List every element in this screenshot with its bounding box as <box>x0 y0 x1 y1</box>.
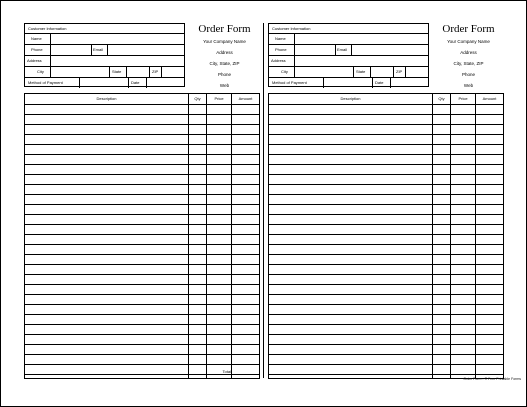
name-field[interactable] <box>51 34 185 44</box>
date-label: Date <box>131 80 140 85</box>
customer-name-row <box>25 34 184 45</box>
phone-email-row <box>25 45 184 56</box>
item-row-rule <box>269 174 503 175</box>
item-row-rule <box>25 144 259 145</box>
item-row-rule <box>269 184 503 185</box>
item-row-rule <box>269 144 503 145</box>
zip-label: ZIP <box>152 69 159 74</box>
form-title: Order Form <box>442 23 495 35</box>
city-state-zip-row <box>25 67 184 78</box>
item-row-rule <box>25 294 259 295</box>
item-row-rule <box>269 134 503 135</box>
email-label: Email <box>93 47 104 52</box>
company-city-state-zip: City, State, ZIP <box>209 61 240 66</box>
item-row-rule <box>25 344 259 345</box>
phone-email-row <box>269 45 428 56</box>
payment-method-field[interactable] <box>80 78 128 88</box>
item-row-rule <box>25 354 259 355</box>
company-block <box>189 23 260 91</box>
email-field[interactable] <box>108 45 185 55</box>
city-field[interactable] <box>295 67 353 77</box>
item-row-rule <box>25 304 259 305</box>
footer-note: Order Form - © Free Printable Forms <box>463 377 521 381</box>
item-row-rule <box>269 244 503 245</box>
field-divider <box>372 78 373 88</box>
item-row-rule <box>25 334 259 335</box>
item-row-rule <box>269 364 503 365</box>
item-row-rule <box>269 154 503 155</box>
item-row-rule <box>25 274 259 275</box>
payment-method-label: Method of Payment <box>28 80 63 85</box>
name-field[interactable] <box>295 34 429 44</box>
phone-label: Phone <box>31 47 43 52</box>
state-label: State <box>356 69 366 74</box>
zip-field[interactable] <box>162 67 185 77</box>
address-row <box>25 56 184 67</box>
items-table <box>24 93 260 379</box>
item-row-rule <box>25 134 259 135</box>
item-row-rule <box>25 124 259 125</box>
field-divider <box>393 67 394 77</box>
item-row-rule <box>269 314 503 315</box>
items-header-rule <box>269 104 503 105</box>
payment-date-row <box>25 78 184 88</box>
item-row-rule <box>269 324 503 325</box>
field-divider <box>109 67 110 77</box>
email-label: Email <box>337 47 348 52</box>
items-table-header <box>269 94 503 104</box>
company-phone: Phone <box>217 72 231 77</box>
item-row-rule <box>25 114 259 115</box>
name-label: Name <box>275 36 286 41</box>
zip-field[interactable] <box>406 67 429 77</box>
items-column-divider <box>188 94 189 378</box>
items-column-divider <box>231 94 232 378</box>
items-column-divider <box>475 94 476 378</box>
field-divider <box>335 45 336 55</box>
customer-info-header: Customer Information <box>25 24 184 34</box>
amount-column-header: Amount <box>238 96 253 101</box>
price-column-header: Price <box>458 96 468 101</box>
item-row-rule <box>269 284 503 285</box>
city-label: City <box>281 69 288 74</box>
item-row-rule <box>269 294 503 295</box>
company-web: Web <box>463 83 474 88</box>
items-table <box>268 93 504 379</box>
item-row-rule <box>25 364 259 365</box>
field-divider <box>128 78 129 88</box>
phone-field[interactable] <box>295 45 335 55</box>
email-field[interactable] <box>352 45 429 55</box>
item-row-rule <box>269 234 503 235</box>
payment-date-row <box>269 78 428 88</box>
zip-label: ZIP <box>396 69 403 74</box>
customer-info-header: Customer Information <box>269 24 428 34</box>
form-title: Order Form <box>198 23 251 35</box>
company-name: Your Company Name <box>447 39 490 44</box>
item-row-rule <box>25 204 259 205</box>
field-divider <box>149 67 150 77</box>
item-row-rule <box>269 264 503 265</box>
item-row-rule <box>269 274 503 275</box>
item-row-rule <box>269 254 503 255</box>
address-field[interactable] <box>51 56 185 66</box>
items-column-divider <box>450 94 451 378</box>
qty-column-header: Qty <box>438 96 445 101</box>
description-column-header: Description <box>96 96 117 101</box>
item-row-rule <box>25 154 259 155</box>
item-row-rule <box>25 184 259 185</box>
item-row-rule <box>269 224 503 225</box>
item-row-rule <box>269 334 503 335</box>
price-column-header: Price <box>214 96 224 101</box>
item-row-rule <box>25 174 259 175</box>
form-divider <box>263 23 264 378</box>
items-table-lines <box>269 94 503 378</box>
item-row-rule <box>25 314 259 315</box>
item-row-rule <box>25 324 259 325</box>
item-row-rule <box>25 164 259 165</box>
item-row-rule <box>269 344 503 345</box>
address-row <box>269 56 428 67</box>
company-phone: Phone <box>461 72 475 77</box>
total-label: Total <box>222 369 231 374</box>
company-city-state-zip: City, State, ZIP <box>453 61 484 66</box>
item-row-rule <box>25 264 259 265</box>
field-divider <box>91 45 92 55</box>
company-address: Address <box>216 50 233 55</box>
city-field[interactable] <box>51 67 109 77</box>
customer-name-row <box>269 34 428 45</box>
item-row-rule <box>25 224 259 225</box>
items-column-divider <box>432 94 433 378</box>
item-row-rule <box>269 304 503 305</box>
company-name: Your Company Name <box>203 39 246 44</box>
items-column-divider <box>206 94 207 378</box>
item-row-rule <box>25 254 259 255</box>
items-table-header <box>25 94 259 104</box>
name-label: Name <box>31 36 42 41</box>
payment-method-field[interactable] <box>324 78 372 88</box>
address-label: Address <box>27 58 42 63</box>
company-web: Web <box>219 83 230 88</box>
qty-column-header: Qty <box>194 96 201 101</box>
date-label: Date <box>375 80 384 85</box>
item-row-rule <box>269 204 503 205</box>
state-field[interactable] <box>371 67 393 77</box>
address-field[interactable] <box>295 56 429 66</box>
item-row-rule <box>269 164 503 165</box>
city-state-zip-row <box>269 67 428 78</box>
amount-column-header: Amount <box>482 96 497 101</box>
state-label: State <box>112 69 122 74</box>
city-label: City <box>37 69 44 74</box>
date-field[interactable] <box>147 78 185 88</box>
address-label: Address <box>271 58 286 63</box>
payment-method-label: Method of Payment <box>272 80 307 85</box>
item-row-rule <box>25 244 259 245</box>
item-row-rule <box>269 114 503 115</box>
date-field[interactable] <box>391 78 429 88</box>
item-row-rule <box>269 124 503 125</box>
item-row-rule <box>25 284 259 285</box>
description-column-header: Description <box>340 96 361 101</box>
item-row-rule <box>269 214 503 215</box>
item-row-rule <box>269 194 503 195</box>
item-row-rule <box>25 234 259 235</box>
items-header-rule <box>25 104 259 105</box>
state-field[interactable] <box>127 67 149 77</box>
item-row-rule <box>269 354 503 355</box>
company-address: Address <box>460 50 477 55</box>
customer-info-block <box>268 23 429 87</box>
phone-field[interactable] <box>51 45 91 55</box>
field-divider <box>353 67 354 77</box>
item-row-rule <box>25 214 259 215</box>
customer-info-block <box>24 23 185 87</box>
items-table-lines <box>25 94 259 378</box>
phone-label: Phone <box>275 47 287 52</box>
company-block <box>433 23 504 91</box>
item-row-rule <box>25 194 259 195</box>
